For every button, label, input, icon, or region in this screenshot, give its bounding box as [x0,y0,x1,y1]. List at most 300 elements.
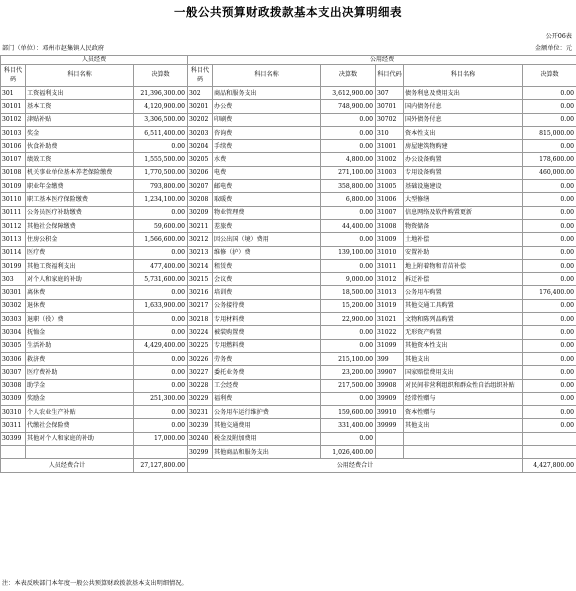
cell-name: 文物和陈列品购置 [404,313,523,326]
cell-name: 手续费 [213,140,321,153]
cell-code: 30304 [1,326,26,339]
cell-name [404,432,523,445]
cell-amount: 0.00 [523,392,576,405]
cell-amount: 0.00 [523,233,576,246]
cell-name: 专用设备购置 [404,166,523,179]
cell-code: 30108 [1,166,26,179]
cell-code: 30203 [188,126,213,139]
cell-name: 公务用车运行维护费 [213,406,321,419]
cell-name: 国外债务付息 [404,113,523,126]
public-total-value: 4,427,800.00 [523,459,576,472]
cell-code: 31007 [376,206,404,219]
cell-amount: 358,800.00 [321,180,376,193]
cell-code: 30311 [1,419,26,432]
cell-name: 房屋建筑物购建 [404,140,523,153]
cell-name: 医疗费 [26,246,134,259]
cell-code: 30207 [188,180,213,193]
cell-name: 其他支出 [404,419,523,432]
cell-amount: 0.00 [134,352,188,365]
cell-code: 39910 [376,406,404,419]
cell-name: 机关事业单位基本养老保险缴费 [26,166,134,179]
cell-name: 物业管理费 [213,206,321,219]
table-row [1,406,576,419]
cell-code: 30202 [188,113,213,126]
table-row [1,206,576,219]
cell-amount: 0.00 [523,259,576,272]
cell-name: 公务用车购置 [404,286,523,299]
public-total-label: 公用经费合计 [188,459,523,472]
cell-name: 伙食补助费 [26,140,134,153]
cell-code: 30106 [1,140,26,153]
table-row [1,193,576,206]
cell-code: 31010 [376,246,404,259]
cell-name: 福利费 [213,392,321,405]
table-row [1,379,576,392]
cell-amount: 5,731,600.00 [134,273,188,286]
cell-name: 其他交通工具购置 [404,299,523,312]
table-row [1,100,576,113]
cell-amount: 0.00 [523,326,576,339]
cell-amount: 0.00 [523,339,576,352]
cell-name: 基础设施建设 [404,180,523,193]
department-label: 部门（单位）：邓州市赵集镇人民政府 [2,45,105,52]
cell-name: 津贴补贴 [26,113,134,126]
cell-amount: 0.00 [523,219,576,232]
cell-amount: 0.00 [523,419,576,432]
cell-name: 资本性赠与 [404,406,523,419]
cell-name: 公务员医疗补助缴费 [26,206,134,219]
cell-name: 国内债务付息 [404,100,523,113]
expenditure-table [0,55,576,473]
table-row [1,446,576,459]
cell-name: 离休费 [26,286,134,299]
cell-code: 31001 [376,140,404,153]
table-row [1,273,576,286]
cell-name: 其他交通费用 [213,419,321,432]
cell-name: 个人农业生产补贴 [26,406,134,419]
cell-name: 办公设备购置 [404,153,523,166]
cell-amount: 176,400.00 [523,286,576,299]
cell-code: 31005 [376,180,404,193]
cell-name: 其他对个人和家庭的补助 [26,432,134,445]
cell-amount: 477,400.00 [134,259,188,272]
personnel-total-label: 人员经费合计 [1,459,134,472]
cell-amount: 1,555,500.00 [134,153,188,166]
section-public: 公用经费 [188,56,576,65]
cell-code: 30226 [188,352,213,365]
column-header-amount: 决算数 [523,65,576,87]
cell-code: 303 [1,273,26,286]
column-header-name: 科目名称 [26,65,134,87]
cell-code: 39999 [376,419,404,432]
cell-amount: 0.00 [134,379,188,392]
cell-code: 31002 [376,153,404,166]
form-number: 公开06表 [545,33,572,40]
cell-amount: 748,900.00 [321,100,376,113]
cell-name: 专用燃料费 [213,339,321,352]
cell-amount: 18,500.00 [321,286,376,299]
cell-name: 差旅费 [213,219,321,232]
cell-name: 其他社会保障缴费 [26,219,134,232]
cell-name: 维修（护）费 [213,246,321,259]
table-row [1,392,576,405]
cell-amount: 0.00 [523,113,576,126]
cell-amount [523,446,576,459]
cell-code: 30308 [1,379,26,392]
table-row [1,87,576,100]
cell-name: 信息网络及软件购置更新 [404,206,523,219]
cell-amount: 0.00 [523,206,576,219]
cell-amount: 6,511,400.00 [134,126,188,139]
cell-name: 工会经费 [213,379,321,392]
cell-amount: 4,429,400.00 [134,339,188,352]
cell-code: 31003 [376,166,404,179]
cell-name: 物资储备 [404,219,523,232]
cell-name: 其他商品和服务支出 [213,446,321,459]
cell-code: 31019 [376,299,404,312]
cell-code: 30218 [188,313,213,326]
cell-amount: 0.00 [321,339,376,352]
cell-code: 301 [1,87,26,100]
cell-amount: 815,000.00 [523,126,576,139]
cell-code: 30306 [1,352,26,365]
cell-amount: 139,100.00 [321,246,376,259]
cell-code [376,446,404,459]
cell-amount: 178,600.00 [523,153,576,166]
cell-name [404,446,523,459]
cell-code: 39907 [376,366,404,379]
table-row [1,432,576,445]
table-row [1,339,576,352]
cell-code: 30114 [1,246,26,259]
cell-amount: 0.00 [523,273,576,286]
cell-amount: 44,400.00 [321,219,376,232]
table-row [1,366,576,379]
table-row [1,299,576,312]
cell-name: 其他支出 [404,352,523,365]
cell-amount: 0.00 [134,286,188,299]
cell-code: 39908 [376,379,404,392]
cell-amount: 0.00 [134,246,188,259]
cell-name: 对个人和家庭的补助 [26,273,134,286]
cell-code: 30109 [1,180,26,193]
cell-amount: 793,800.00 [134,180,188,193]
cell-code: 31012 [376,273,404,286]
cell-code: 31008 [376,219,404,232]
cell-amount: 0.00 [321,326,376,339]
table-row [1,259,576,272]
cell-name: 代缴社会保险费 [26,419,134,432]
cell-name: 基本工资 [26,100,134,113]
cell-code: 30240 [188,432,213,445]
cell-name: 安置补助 [404,246,523,259]
cell-code: 31013 [376,286,404,299]
cell-amount: 271,100.00 [321,166,376,179]
cell-amount: 0.00 [321,233,376,246]
cell-code: 30206 [188,166,213,179]
cell-amount: 0.00 [134,419,188,432]
cell-amount: 9,000.00 [321,273,376,286]
section-personnel: 人员经费 [1,56,188,65]
cell-name: 土地补偿 [404,233,523,246]
cell-code: 30209 [188,206,213,219]
cell-amount: 0.00 [134,313,188,326]
column-header-name: 科目名称 [404,65,523,87]
cell-name: 办公费 [213,100,321,113]
cell-amount: 4,120,900.00 [134,100,188,113]
cell-name: 职工基本医疗保险缴费 [26,193,134,206]
cell-name: 住房公积金 [26,233,134,246]
cell-amount: 0.00 [134,326,188,339]
cell-name: 咨询费 [213,126,321,139]
cell-code: 30227 [188,366,213,379]
cell-code: 30299 [188,446,213,459]
table-row [1,246,576,259]
cell-amount: 0.00 [134,406,188,419]
cell-name: 其他资本性支出 [404,339,523,352]
table-row [1,126,576,139]
cell-code: 30301 [1,286,26,299]
cell-amount: 0.00 [321,113,376,126]
cell-code: 30101 [1,100,26,113]
cell-amount: 0.00 [523,366,576,379]
cell-code: 30701 [376,100,404,113]
cell-code: 30205 [188,153,213,166]
cell-name: 被装购置费 [213,326,321,339]
cell-code: 30239 [188,419,213,432]
cell-name: 商品和服务支出 [213,87,321,100]
footnote: 注：本表反映部门本年度一般公共预算财政拨款基本支出明细情况。 [2,580,188,587]
cell-name: 地上附着物和青苗补偿 [404,259,523,272]
table-row [1,113,576,126]
column-header-code: 科目代码 [188,65,213,87]
cell-name: 生活补助 [26,339,134,352]
table-row [1,219,576,232]
cell-name: 国家赔偿费用支出 [404,366,523,379]
cell-code: 307 [376,87,404,100]
cell-code: 30201 [188,100,213,113]
personnel-total-value: 27,127,800.00 [134,459,188,472]
cell-amount: 0.00 [523,100,576,113]
cell-code: 30307 [1,366,26,379]
cell-amount: 1,633,900.00 [134,299,188,312]
column-header-code: 科目代码 [376,65,404,87]
cell-amount: 0.00 [523,140,576,153]
cell-code [1,446,26,459]
cell-code: 30228 [188,379,213,392]
cell-code: 30305 [1,339,26,352]
table-row [1,313,576,326]
cell-code: 30215 [188,273,213,286]
table-row [1,352,576,365]
cell-amount: 1,026,400.00 [321,446,376,459]
cell-name: 工资福利支出 [26,87,134,100]
table-row [1,166,576,179]
table-row [1,180,576,193]
unit-label: 金额单位：元 [534,45,572,52]
cell-code: 30212 [188,233,213,246]
cell-amount: 0.00 [523,406,576,419]
cell-name: 培训费 [213,286,321,299]
cell-name [26,446,134,459]
cell-amount: 0.00 [523,193,576,206]
cell-amount: 0.00 [321,259,376,272]
cell-code [376,432,404,445]
cell-name: 拆迁补偿 [404,273,523,286]
cell-amount: 215,100.00 [321,352,376,365]
cell-name: 税金及附加费用 [213,432,321,445]
cell-amount: 0.00 [523,299,576,312]
cell-code: 30310 [1,406,26,419]
cell-amount: 0.00 [321,392,376,405]
cell-amount: 251,300.00 [134,392,188,405]
cell-name: 经常性赠与 [404,392,523,405]
cell-code: 30110 [1,193,26,206]
cell-code: 31006 [376,193,404,206]
cell-name: 奖励金 [26,392,134,405]
cell-amount: 159,600.00 [321,406,376,419]
cell-amount: 0.00 [134,366,188,379]
cell-name: 水费 [213,153,321,166]
cell-amount: 3,306,500.00 [134,113,188,126]
cell-name: 奖金 [26,126,134,139]
cell-name: 印刷费 [213,113,321,126]
table-row [1,140,576,153]
cell-code: 31022 [376,326,404,339]
cell-code: 310 [376,126,404,139]
table-row [1,286,576,299]
cell-amount: 0.00 [321,432,376,445]
cell-code: 30229 [188,392,213,405]
cell-name: 救济费 [26,352,134,365]
cell-code: 302 [188,87,213,100]
cell-code: 30211 [188,219,213,232]
cell-code: 30225 [188,339,213,352]
cell-amount: 15,200.00 [321,299,376,312]
cell-name: 大型修缮 [404,193,523,206]
cell-name: 委托业务费 [213,366,321,379]
cell-amount: 1,770,500.00 [134,166,188,179]
cell-name: 对民间非营利组织和群众性自治组织补贴 [404,379,523,392]
cell-amount: 0.00 [523,352,576,365]
cell-amount: 0.00 [134,206,188,219]
cell-code: 30112 [1,219,26,232]
cell-amount: 0.00 [523,246,576,259]
cell-name: 无形资产购置 [404,326,523,339]
cell-amount: 0.00 [321,126,376,139]
cell-code: 30107 [1,153,26,166]
cell-code: 30224 [188,326,213,339]
cell-code: 31099 [376,339,404,352]
cell-code: 30303 [1,313,26,326]
cell-amount: 0.00 [523,379,576,392]
cell-code: 30702 [376,113,404,126]
cell-code: 399 [376,352,404,365]
cell-amount [134,446,188,459]
cell-amount: 23,200.00 [321,366,376,379]
cell-name: 其他工资福利支出 [26,259,134,272]
cell-name: 取暖费 [213,193,321,206]
cell-amount: 21,396,300.00 [134,87,188,100]
cell-amount: 0.00 [523,313,576,326]
cell-code: 30399 [1,432,26,445]
cell-amount [523,432,576,445]
cell-name: 绩效工资 [26,153,134,166]
cell-code: 31009 [376,233,404,246]
cell-amount: 22,900.00 [321,313,376,326]
cell-name: 电费 [213,166,321,179]
cell-name: 邮电费 [213,180,321,193]
cell-name: 退休费 [26,299,134,312]
cell-code: 30113 [1,233,26,246]
table-row [1,419,576,432]
cell-name: 会议费 [213,273,321,286]
cell-amount: 3,612,900.00 [321,87,376,100]
cell-code: 30103 [1,126,26,139]
cell-code: 30204 [188,140,213,153]
cell-code: 30199 [1,259,26,272]
column-header-code: 科目代码 [1,65,26,87]
cell-amount: 331,400.00 [321,419,376,432]
cell-name: 专用材料费 [213,313,321,326]
cell-amount: 1,566,600.00 [134,233,188,246]
cell-amount: 217,500.00 [321,379,376,392]
cell-amount: 6,800.00 [321,193,376,206]
cell-amount: 0.00 [134,140,188,153]
cell-name: 公务接待费 [213,299,321,312]
table-row [1,326,576,339]
cell-name: 资本性支出 [404,126,523,139]
cell-amount: 0.00 [321,140,376,153]
cell-code: 39909 [376,392,404,405]
cell-code: 30217 [188,299,213,312]
column-header-name: 科目名称 [213,65,321,87]
page-title: 一般公共预算财政拨款基本支出决算明细表 [174,5,402,19]
cell-amount: 4,800.00 [321,153,376,166]
cell-name: 退职（役）费 [26,313,134,326]
cell-amount: 17,000.00 [134,432,188,445]
cell-name: 职业年金缴费 [26,180,134,193]
cell-name: 因公出国（境）费用 [213,233,321,246]
cell-amount: 1,234,100.00 [134,193,188,206]
cell-name: 医疗费补助 [26,366,134,379]
column-header-amount: 决算数 [321,65,376,87]
column-header-amount: 决算数 [134,65,188,87]
cell-code: 30216 [188,286,213,299]
cell-amount: 0.00 [523,87,576,100]
cell-code: 30309 [1,392,26,405]
cell-amount: 59,600.00 [134,219,188,232]
cell-code: 31011 [376,259,404,272]
cell-code: 31021 [376,313,404,326]
cell-code: 30213 [188,246,213,259]
table-row [1,153,576,166]
cell-name: 债务利息及费用支出 [404,87,523,100]
cell-code: 30208 [188,193,213,206]
cell-code: 30214 [188,259,213,272]
cell-name: 劳务费 [213,352,321,365]
cell-name: 助学金 [26,379,134,392]
cell-code: 30111 [1,206,26,219]
cell-amount: 460,000.00 [523,166,576,179]
cell-amount: 0.00 [523,180,576,193]
cell-code: 30302 [1,299,26,312]
table-row [1,233,576,246]
cell-code: 30102 [1,113,26,126]
cell-code: 30231 [188,406,213,419]
cell-amount: 0.00 [321,206,376,219]
cell-name: 抚恤金 [26,326,134,339]
